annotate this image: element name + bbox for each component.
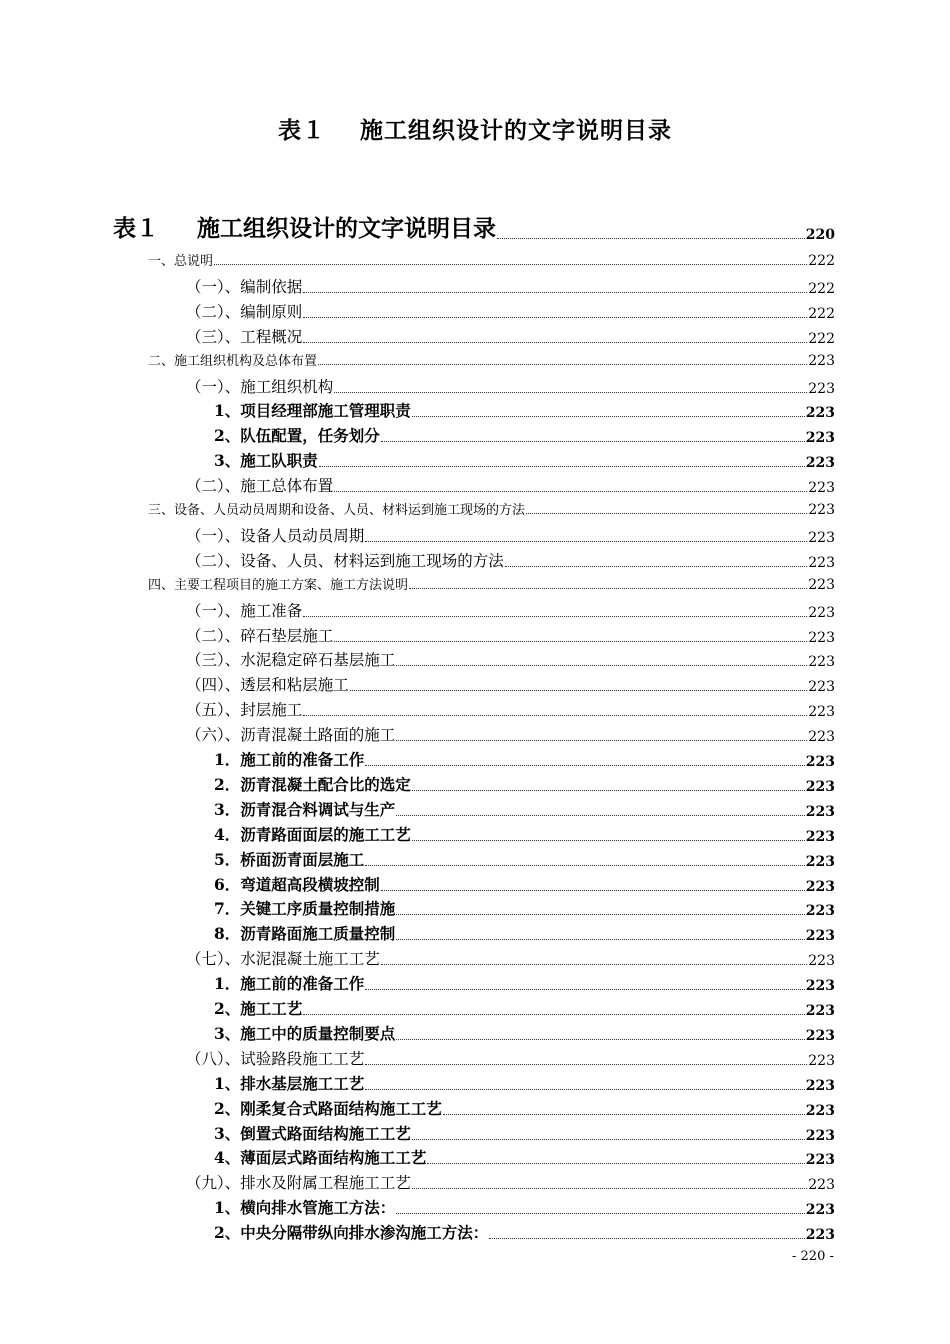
toc-entry-page: 223 <box>805 828 835 845</box>
toc-entry-text: （四）、透层和粘层施工 <box>186 676 349 695</box>
toc-entry-label <box>148 574 408 593</box>
toc-entry-label <box>186 474 333 496</box>
toc-entry-label <box>214 997 302 1019</box>
toc-entry[interactable] <box>148 250 835 269</box>
toc-entry-text: （一）、施工组织机构 <box>186 377 334 396</box>
dot-leader <box>497 238 805 239</box>
toc-entry-label <box>186 549 504 571</box>
dot-leader <box>381 964 808 965</box>
dot-leader <box>214 264 807 265</box>
toc-entry-page: 223 <box>808 629 835 646</box>
toc-entry[interactable] <box>214 823 835 845</box>
toc-entry-label <box>214 823 411 845</box>
dot-leader <box>319 466 805 467</box>
toc-entry-page: 223 <box>805 1127 835 1144</box>
toc-entry-label <box>186 325 302 347</box>
toc-entry-text: 施工组织设计的文字说明目录 <box>197 215 496 242</box>
toc-entry-label <box>214 424 380 446</box>
toc-entry[interactable] <box>148 574 835 593</box>
dot-leader <box>365 765 804 766</box>
toc-entry[interactable] <box>186 474 835 496</box>
toc-entry-text: 3、倒置式路面结构施工工艺 <box>214 1123 411 1143</box>
toc-entry-label <box>148 499 525 518</box>
toc-entry-page: 223 <box>808 480 835 497</box>
toc-entry-text: 6．弯道超高段横坡控制 <box>214 874 380 894</box>
toc-entry-text: 1、项目经理部施工管理职责 <box>214 401 411 421</box>
toc-entry-label <box>186 1171 411 1193</box>
toc-entry[interactable] <box>186 275 835 297</box>
page-number: - 220 - <box>792 1249 834 1264</box>
toc-entry-page: 223 <box>805 754 835 770</box>
dot-leader <box>396 1039 804 1040</box>
toc-entry-label <box>186 673 349 695</box>
toc-entry-label <box>148 350 317 369</box>
dot-leader <box>303 1014 804 1015</box>
toc-entry-page: 223 <box>808 654 835 671</box>
toc-entry[interactable] <box>186 375 835 397</box>
toc-entry[interactable] <box>186 1171 835 1193</box>
toc-entry-text: 7．关键工序质量控制措施 <box>214 899 396 919</box>
toc-entry-label <box>186 723 395 745</box>
toc-entry[interactable] <box>214 1221 835 1243</box>
toc-entry-text: 8．沥青路面施工质量控制 <box>214 924 396 944</box>
toc-entry-page: 223 <box>808 529 835 546</box>
dot-leader <box>443 1114 805 1115</box>
toc-entry-page: 223 <box>805 928 835 945</box>
toc-entry-label <box>214 449 318 471</box>
toc-entry-label <box>148 250 213 269</box>
toc-entry-text: 1．施工前的准备工作 <box>214 750 365 769</box>
toc-entry[interactable] <box>214 773 835 795</box>
toc-entry-page: 223 <box>805 803 835 820</box>
toc-entry[interactable] <box>186 549 835 571</box>
dot-leader <box>334 392 807 393</box>
toc-entry[interactable] <box>214 1122 835 1144</box>
dot-leader <box>505 566 808 567</box>
toc-entry-page: 222 <box>808 280 835 297</box>
toc-entry[interactable] <box>186 673 835 695</box>
dot-leader <box>334 641 807 642</box>
toc-entry[interactable] <box>214 424 835 446</box>
toc-entry[interactable] <box>214 449 835 471</box>
dot-leader <box>396 939 804 940</box>
toc-entry-text: 1．施工前的准备工作 <box>214 974 365 994</box>
dot-leader <box>412 416 805 417</box>
dot-leader <box>489 1238 804 1239</box>
toc-entry-label <box>214 1146 426 1168</box>
dot-leader <box>318 364 807 365</box>
toc-entry-page: 223 <box>805 903 835 920</box>
toc-entry-text: （二）、设备、人员、材料运到施工现场的方法 <box>186 551 504 570</box>
dot-leader <box>303 342 807 343</box>
toc-entry[interactable] <box>214 1072 835 1094</box>
toc-entry[interactable] <box>214 873 835 895</box>
toc-entry-text: 5．桥面沥青面层施工 <box>214 849 365 869</box>
toc-entry-page: 223 <box>808 380 835 397</box>
toc-entry[interactable] <box>186 1047 835 1069</box>
toc-entry[interactable] <box>214 748 835 770</box>
toc-entry-text: （五）、封层施工 <box>186 701 303 720</box>
toc-entry-label <box>214 1097 442 1119</box>
dot-leader <box>381 890 805 891</box>
toc-entry-page: 223 <box>805 978 835 995</box>
toc-entry[interactable] <box>214 848 835 870</box>
page-title <box>0 112 950 145</box>
dot-leader <box>365 865 804 866</box>
toc-entry-text: （二）、施工总体布置 <box>186 477 334 496</box>
toc-entry-text: 2．沥青混凝土配合比的选定 <box>214 774 411 794</box>
toc-entry-text: （九）、排水及附属工程施工工艺 <box>186 1174 411 1193</box>
toc-entry[interactable] <box>214 1196 835 1218</box>
toc-entry-text: 三、设备、人员动员周期和设备、人员、材料运到施工现场的方法 <box>148 503 526 518</box>
toc-entry-label <box>214 399 411 421</box>
toc-entry-label <box>214 897 395 919</box>
dot-leader <box>381 441 805 442</box>
toc-entry-page: 223 <box>808 1177 835 1194</box>
toc-entry-page: 223 <box>805 455 835 472</box>
toc-entry-label <box>186 1047 364 1069</box>
toc-entry-text: （六）、沥青混凝土路面的施工 <box>186 726 396 745</box>
toc-entry[interactable] <box>148 350 835 369</box>
toc-entry[interactable] <box>214 1097 835 1119</box>
toc-entry-label <box>186 275 302 297</box>
toc-entry[interactable] <box>186 599 835 621</box>
dot-leader <box>412 840 805 841</box>
toc-entry-page: 223 <box>808 576 835 593</box>
dot-leader <box>365 541 807 542</box>
toc-entry-page: 223 <box>808 502 835 518</box>
dot-leader <box>365 1064 807 1065</box>
toc-entry-label <box>214 1072 364 1094</box>
toc-entry-label <box>214 748 364 770</box>
toc-entry-text: 2、队伍配置，任务划分 <box>214 426 380 446</box>
dot-leader <box>409 588 807 589</box>
dot-leader <box>396 815 804 816</box>
toc-entry-page: 223 <box>805 1152 835 1169</box>
toc-entry-text: 一、总说明 <box>148 254 214 269</box>
toc-entry-text: 1、排水基层施工工艺 <box>214 1073 365 1093</box>
toc-entry-text: （三）、水泥稳定碎石基层施工 <box>186 651 396 670</box>
toc-entry-text: （一）、施工准备 <box>186 601 303 620</box>
toc-entry-label <box>186 947 380 969</box>
toc-entry-page: 223 <box>808 704 835 721</box>
toc-entry-label <box>186 599 302 621</box>
dot-leader <box>303 292 807 293</box>
toc-entry-label <box>214 848 364 870</box>
toc-entry-label <box>214 1122 411 1144</box>
dot-leader <box>365 1089 804 1090</box>
toc-entry-text: 四、主要工程项目的施工方案、施工方法说明 <box>148 577 409 593</box>
toc-entry-page: 222 <box>808 305 835 322</box>
toc-entry-label <box>214 1022 395 1044</box>
toc-entry-page: 223 <box>805 1227 835 1244</box>
toc-entry-text: 3、施工队职责 <box>214 451 318 471</box>
toc-entry[interactable] <box>214 897 835 919</box>
dot-leader <box>427 1163 804 1164</box>
toc-entry-page: 222 <box>808 330 835 347</box>
toc-entry-text: 2、施工工艺 <box>214 999 303 1018</box>
toc-entry-number: 表１ <box>113 215 159 242</box>
toc-entry-text: （一）、编制依据 <box>186 277 303 296</box>
toc-entry[interactable] <box>214 399 835 421</box>
toc-entry-page: 223 <box>808 604 835 621</box>
toc-entry-page: 223 <box>805 430 835 447</box>
toc-entry-label <box>214 922 395 944</box>
dot-leader <box>303 616 807 617</box>
dot-leader <box>412 1139 805 1140</box>
toc-entry-page: 223 <box>808 729 835 746</box>
toc-entry-text: 2、中央分隔带纵向排水渗沟施工方法： <box>214 1223 489 1243</box>
toc-entry[interactable] <box>186 648 835 670</box>
dot-leader <box>526 513 807 514</box>
dot-leader <box>350 690 808 691</box>
toc-entry-page: 223 <box>805 1102 835 1119</box>
title-number: 表１ <box>278 117 326 144</box>
dot-leader <box>412 790 805 791</box>
toc-entry-page: 223 <box>805 878 835 895</box>
toc-entry-page: 223 <box>808 1052 835 1069</box>
toc-entry-page: 223 <box>805 1003 835 1019</box>
toc-entry-page: 223 <box>808 953 835 970</box>
toc-entry-text: 3．沥青混合料调试与生产 <box>214 799 396 819</box>
toc-entry-label <box>186 698 302 720</box>
dot-leader <box>396 665 807 666</box>
toc-entry-text: （七）、水泥混凝土施工工艺 <box>186 950 380 969</box>
toc-entry[interactable] <box>214 972 835 994</box>
toc-entry-label <box>186 375 333 397</box>
dot-leader <box>303 715 807 716</box>
toc-entry-page: 223 <box>805 1202 835 1219</box>
toc-entry-label <box>186 524 364 546</box>
toc-entry-label <box>214 873 380 895</box>
toc-entry-label <box>214 972 364 994</box>
toc-entry-text: 二、施工组织机构及总体布置 <box>148 353 318 369</box>
toc-entry-label <box>214 1196 395 1218</box>
toc-entry[interactable] <box>214 1022 835 1044</box>
toc-entry-label <box>214 773 411 795</box>
toc-entry-page: 223 <box>805 778 835 795</box>
dot-leader <box>396 740 807 741</box>
toc-entry-text: （一）、设备人员动员周期 <box>186 526 365 545</box>
toc-entry[interactable] <box>214 922 835 944</box>
toc-entry-page: 223 <box>808 679 835 696</box>
toc-entry-label <box>186 300 302 322</box>
toc-entry-label <box>113 210 496 243</box>
toc-entry[interactable] <box>186 624 835 646</box>
toc-entry-text: （二）、编制原则 <box>186 302 303 321</box>
toc-entry-text: （三）、工程概况 <box>186 327 303 346</box>
toc-entry-label <box>186 648 395 670</box>
toc-entry[interactable] <box>186 947 835 969</box>
toc-entry-page: 223 <box>808 352 835 369</box>
toc-entry-page: 223 <box>805 1077 835 1094</box>
toc-entry-label <box>186 624 333 646</box>
dot-leader <box>396 1213 804 1214</box>
toc-entry-page: 223 <box>805 853 835 870</box>
toc-entry-page: 223 <box>808 554 835 571</box>
toc-entry[interactable] <box>113 210 835 243</box>
toc-entry-text: （八）、试验路段施工工艺 <box>186 1049 365 1068</box>
toc-entry-page: 223 <box>805 1027 835 1044</box>
toc-entry-text: 1、横向排水管施工方法： <box>214 1198 396 1218</box>
toc-entry[interactable] <box>186 300 835 322</box>
title-text: 施工组织设计的文字说明目录 <box>360 117 672 144</box>
toc-entry-text: 2、刚柔复合式路面结构施工工艺 <box>214 1098 442 1118</box>
dot-leader <box>334 491 807 492</box>
dot-leader <box>303 317 807 318</box>
toc-entry[interactable] <box>186 698 835 720</box>
toc-entry[interactable] <box>214 1146 835 1168</box>
toc-entry[interactable] <box>214 798 835 820</box>
toc-entry-text: （二）、碎石垫层施工 <box>186 626 334 645</box>
toc-entry-text: 4．沥青路面面层的施工工艺 <box>214 824 411 844</box>
toc-entry[interactable] <box>186 723 835 745</box>
toc-entry-text: 3、施工中的质量控制要点 <box>214 1023 396 1043</box>
toc-entry-label <box>214 1221 488 1243</box>
dot-leader <box>365 989 804 990</box>
toc-entry[interactable] <box>186 325 835 347</box>
toc-entry-page: 223 <box>805 405 835 422</box>
toc-entry-text: 4、薄面层式路面结构施工工艺 <box>214 1148 427 1168</box>
dot-leader <box>396 914 804 915</box>
toc-entry[interactable] <box>148 499 835 518</box>
toc-entry-page: 222 <box>808 253 835 269</box>
dot-leader <box>412 1188 808 1189</box>
toc-entry-page: 220 <box>805 227 835 243</box>
toc-entry[interactable] <box>214 997 835 1019</box>
toc-entry-label <box>214 798 395 820</box>
toc-entry[interactable] <box>186 524 835 546</box>
